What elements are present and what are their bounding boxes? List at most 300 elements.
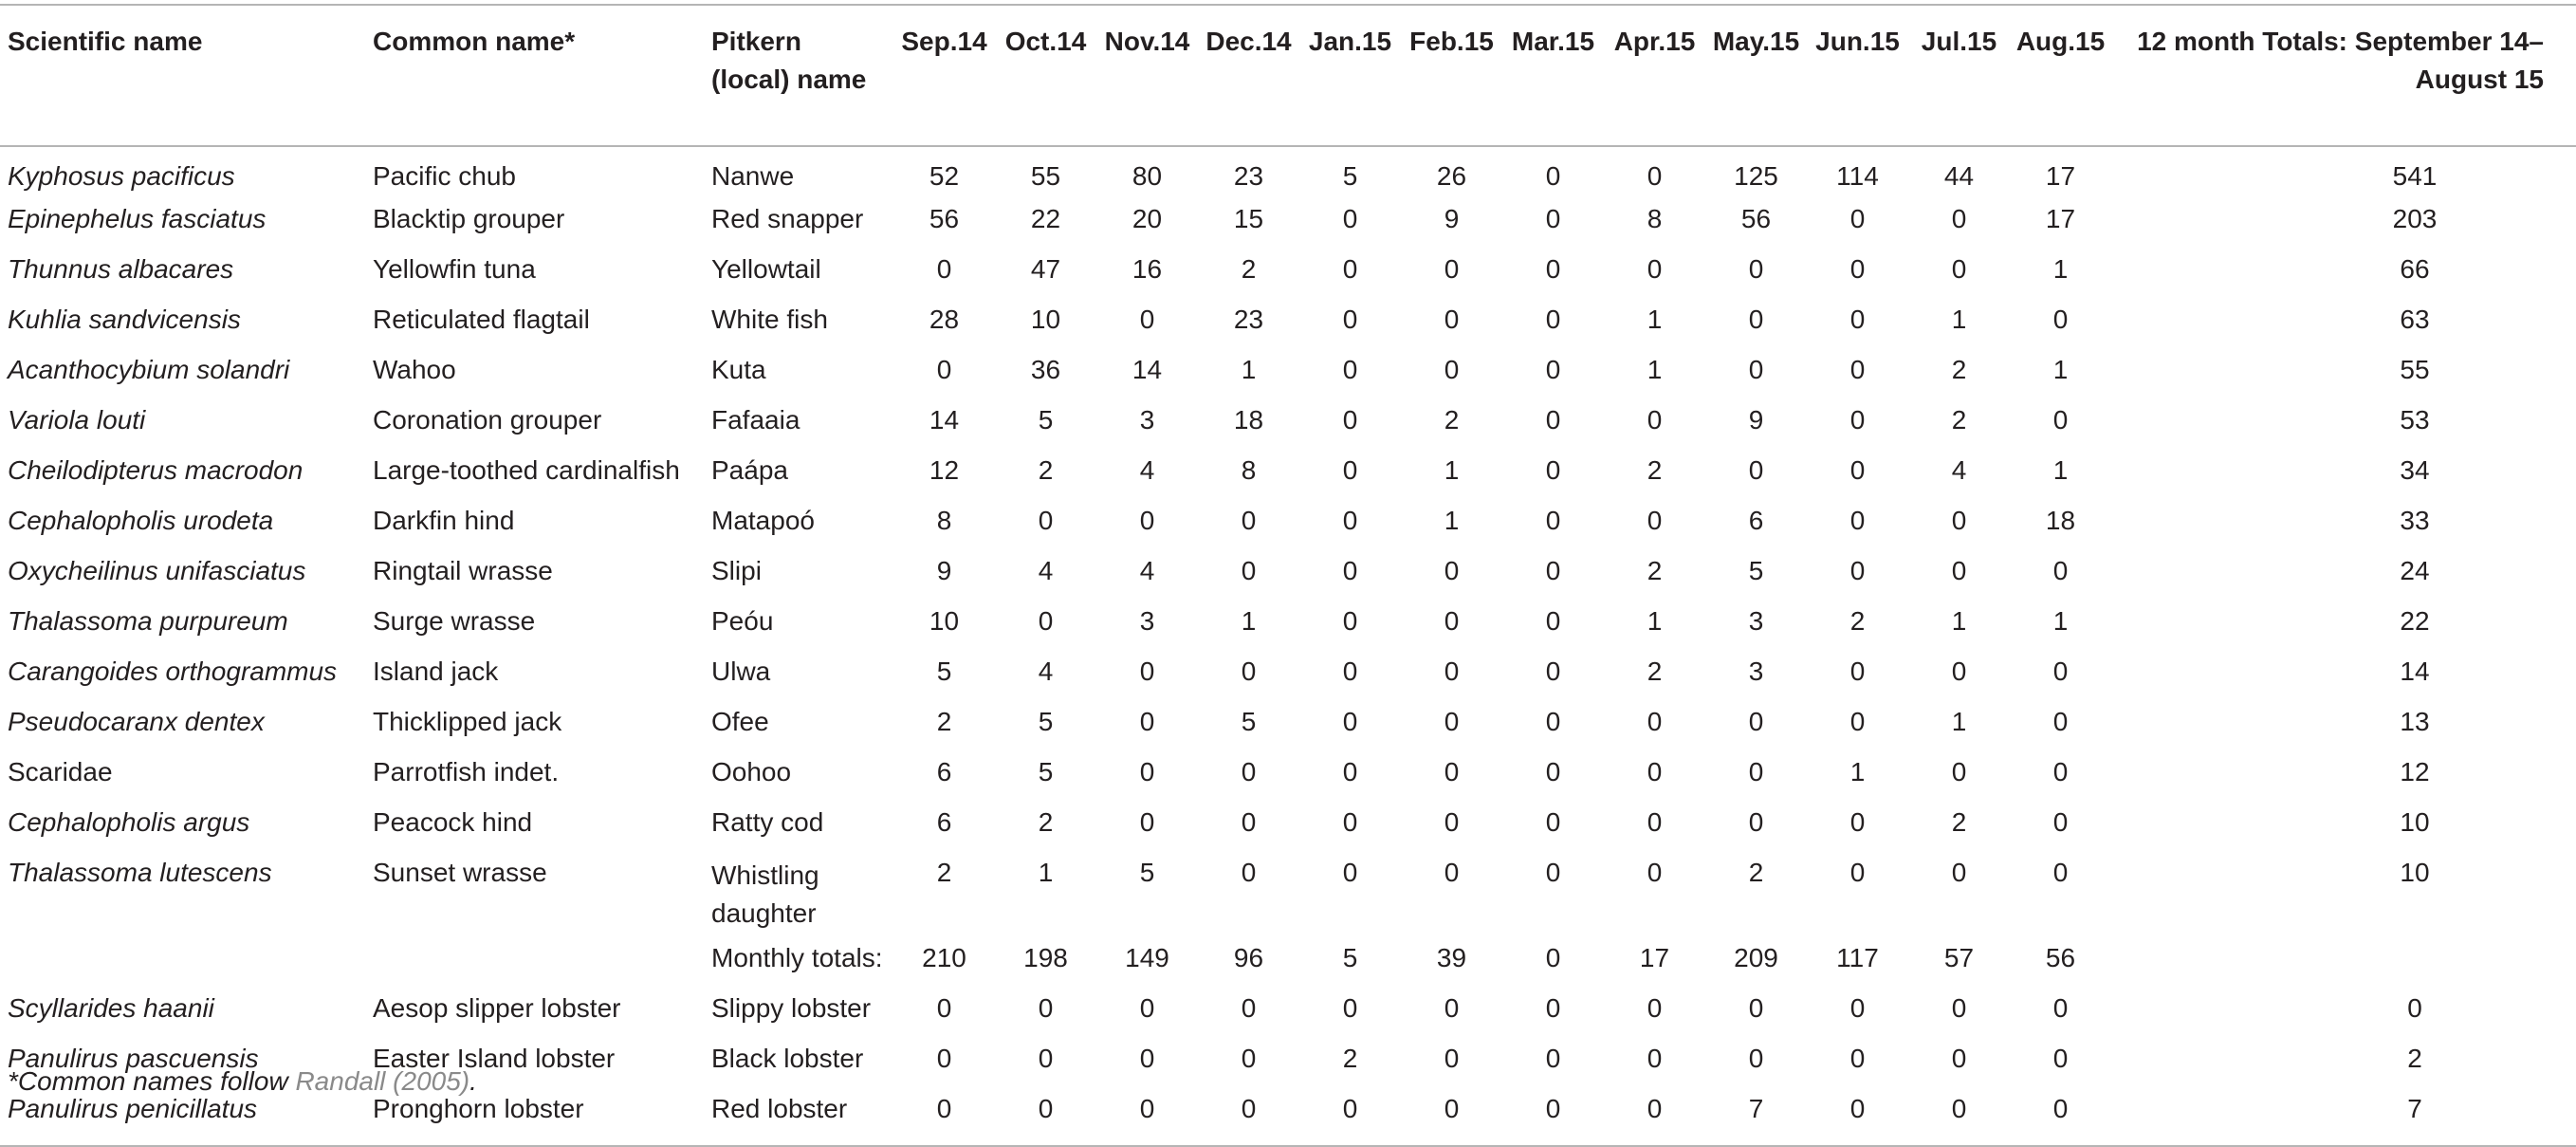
month-value-cell: 23 [1233, 161, 1264, 191]
month-value-cell: 0 [1444, 858, 1460, 887]
month-value-cell: 0 [1139, 807, 1155, 837]
local-name-cell: Slipi [711, 556, 762, 585]
month-value-cell: 4 [1038, 657, 1054, 686]
month-value-cell: 1 [2052, 455, 2069, 485]
total-cell: 24 [2400, 556, 2430, 585]
month-value-cell: 0 [2052, 858, 2069, 887]
month-value-cell: 0 [1849, 455, 1866, 485]
common-name-cell: Large-toothed cardinalfish [373, 455, 680, 485]
local-name-cell: Peóu [711, 606, 774, 636]
month-value-cell: 0 [1647, 858, 1663, 887]
month-value-cell: 6 [1748, 506, 1764, 535]
local-name-cell: Ratty cod [711, 807, 824, 837]
month-value-cell: 0 [893, 1087, 995, 1146]
month-value-cell: 0 [1545, 305, 1561, 334]
month-value-cell: 56 [2045, 943, 2076, 972]
month-value-cell: 57 [1943, 943, 1975, 972]
month-value-cell: 0 [936, 1044, 952, 1073]
header-month: Jun.15 [1807, 5, 1908, 146]
month-value-cell: 55 [1030, 161, 1061, 191]
month-value-cell: 9 [936, 556, 952, 585]
month-value-cell: 0 [1951, 506, 1967, 535]
scientific-name-cell: Scyllarides haanii [8, 993, 214, 1023]
month-value-cell: 0 [1748, 807, 1764, 837]
footnote-reference-link[interactable]: Randall (2005) [295, 1066, 470, 1096]
month-value-cell: 210 [922, 943, 966, 972]
month-value-cell: 0 [1647, 506, 1663, 535]
month-value-cell: 2 [1951, 355, 1967, 384]
month-value-cell: 5 [1038, 757, 1054, 786]
total-cell: 63 [2400, 305, 2430, 334]
scientific-name-cell: Oxycheilinus unifasciatus [8, 556, 306, 585]
month-value-cell: 0 [2052, 405, 2069, 435]
table-row [0, 499, 2576, 549]
month-value-cell: 6 [936, 807, 952, 837]
month-value-cell: 0 [1849, 657, 1866, 686]
month-value-cell: 0 [1604, 1087, 1705, 1146]
month-value-cell: 0 [1096, 1087, 1198, 1146]
month-value-cell: 2 [1951, 405, 1967, 435]
header-local-name: Pitkern (local) name [704, 5, 893, 146]
month-value-cell: 0 [1342, 993, 1358, 1023]
month-value-cell: 0 [2052, 993, 2069, 1023]
month-value-cell: 0 [1241, 556, 1257, 585]
month-value-cell: 18 [1233, 405, 1264, 435]
month-value-cell: 0 [1444, 807, 1460, 837]
month-value-cell: 5 [1241, 707, 1257, 736]
month-value-cell: 1 [2052, 254, 2069, 284]
local-name-cell: Oohoo [711, 757, 792, 786]
month-value-cell: 0 [1198, 1087, 1299, 1146]
month-value-cell: 2 [936, 858, 952, 887]
month-value-cell: 0 [1647, 405, 1663, 435]
header-month: May.15 [1705, 5, 1807, 146]
month-value-cell: 0 [1444, 1044, 1460, 1073]
table-row [0, 549, 2576, 600]
month-value-cell: 0 [1545, 405, 1561, 435]
common-name-cell: Coronation grouper [373, 405, 602, 435]
month-value-cell: 0 [2052, 757, 2069, 786]
footnote [8, 1066, 477, 1097]
scientific-name-cell: Kuhlia sandvicensis [8, 305, 241, 334]
month-value-cell: 5 [1038, 405, 1054, 435]
header-month: Sep.14 [893, 5, 995, 146]
month-value-cell: 0 [1951, 254, 1967, 284]
month-value-cell: 1 [1241, 606, 1257, 636]
month-value-cell: 0 [1849, 254, 1866, 284]
month-value-cell: 0 [1139, 305, 1155, 334]
month-value-cell: 1 [1444, 455, 1460, 485]
month-value-cell: 8 [936, 506, 952, 535]
month-value-cell: 2 [1748, 858, 1764, 887]
month-value-cell: 0 [1139, 757, 1155, 786]
month-value-cell: 1 [2052, 355, 2069, 384]
month-value-cell: 17 [2045, 161, 2076, 191]
month-value-cell: 0 [1951, 657, 1967, 686]
table-row [0, 298, 2576, 348]
month-value-cell: 0 [1342, 757, 1358, 786]
header-month: Oct.14 [995, 5, 1096, 146]
month-value-cell: 5 [1748, 556, 1764, 585]
month-value-cell: 4 [1139, 455, 1155, 485]
month-value-cell: 14 [1132, 355, 1163, 384]
month-value-cell: 2 [1444, 405, 1460, 435]
header-total: 12 month Totals: September 14–August 15 [2111, 5, 2576, 146]
table-row [0, 851, 2576, 936]
scientific-name-cell [0, 936, 365, 987]
month-value-cell: 0 [1139, 506, 1155, 535]
month-value-cell: 0 [2052, 807, 2069, 837]
month-value-cell: 0 [1849, 355, 1866, 384]
month-value-cell: 10 [929, 606, 960, 636]
month-value-cell: 8 [1241, 455, 1257, 485]
scientific-name-cell: Thalassoma purpureum [8, 606, 288, 636]
month-value-cell: 0 [1748, 254, 1764, 284]
header-month: Jul.15 [1908, 5, 2010, 146]
month-value-cell: 0 [1342, 204, 1358, 233]
common-name-cell: Ringtail wrasse [373, 556, 553, 585]
month-value-cell: 0 [1545, 455, 1561, 485]
month-value-cell: 44 [1943, 161, 1975, 191]
total-cell: 66 [2400, 254, 2430, 284]
month-value-cell: 0 [1038, 993, 1054, 1023]
total-cell: 34 [2400, 455, 2430, 485]
month-value-cell: 2 [1849, 606, 1866, 636]
month-value-cell: 0 [1849, 204, 1866, 233]
month-value-cell: 0 [1545, 556, 1561, 585]
month-value-cell: 5 [1038, 707, 1054, 736]
month-value-cell: 125 [1734, 161, 1778, 191]
month-value-cell: 0 [1038, 606, 1054, 636]
month-value-cell: 0 [1849, 405, 1866, 435]
month-value-cell: 0 [1849, 506, 1866, 535]
common-name-cell: Peacock hind [373, 807, 533, 837]
month-value-cell: 0 [1748, 455, 1764, 485]
month-value-cell: 0 [1748, 707, 1764, 736]
header-month: Aug.15 [2010, 5, 2111, 146]
table-row [0, 801, 2576, 851]
month-value-cell: 56 [929, 204, 960, 233]
month-value-cell: 5 [1342, 943, 1358, 972]
month-value-cell: 0 [2052, 707, 2069, 736]
local-name-cell: Ofee [711, 707, 769, 736]
month-value-cell: 0 [1502, 1087, 1604, 1146]
month-value-cell: 47 [1030, 254, 1061, 284]
month-value-cell: 4 [1951, 455, 1967, 485]
month-value-cell: 0 [1444, 606, 1460, 636]
month-value-cell: 1 [1444, 506, 1460, 535]
total-cell: 203 [2392, 204, 2438, 233]
month-value-cell: 0 [1342, 606, 1358, 636]
month-value-cell: 5 [1139, 858, 1155, 887]
month-value-cell: 0 [1342, 707, 1358, 736]
month-value-cell: 8 [1647, 204, 1663, 233]
local-name-cell: White fish [711, 305, 828, 334]
month-value-cell: 0 [1241, 757, 1257, 786]
month-value-cell: 52 [929, 161, 960, 191]
table-row [0, 248, 2576, 298]
month-value-cell: 2 [1951, 807, 1967, 837]
month-value-cell: 0 [1444, 707, 1460, 736]
month-value-cell: 9 [1748, 405, 1764, 435]
month-value-cell: 0 [1139, 1044, 1155, 1073]
month-value-cell: 22 [1030, 204, 1061, 233]
month-value-cell: 0 [1342, 254, 1358, 284]
month-value-cell: 0 [1951, 556, 1967, 585]
local-name-cell: Monthly totals: [711, 943, 883, 972]
month-value-cell: 4 [1139, 556, 1155, 585]
month-value-cell: 0 [1444, 993, 1460, 1023]
month-value-cell: 0 [1647, 807, 1663, 837]
table-row [0, 700, 2576, 750]
month-value-cell: 39 [1436, 943, 1467, 972]
common-name-cell: Yellowfin tuna [373, 254, 536, 284]
month-value-cell: 0 [1849, 707, 1866, 736]
total-cell: 7 [2111, 1087, 2576, 1146]
common-name-cell: Wahoo [373, 355, 456, 384]
month-value-cell: 209 [1734, 943, 1778, 972]
common-name-cell: Pacific chub [373, 161, 516, 191]
local-name-cell: Red snapper [711, 204, 864, 233]
month-value-cell: 0 [1951, 858, 1967, 887]
month-value-cell: 3 [1139, 606, 1155, 636]
month-value-cell: 5 [936, 657, 952, 686]
month-value-cell: 0 [2052, 305, 2069, 334]
scientific-name-cell: Cephalopholis urodeta [8, 506, 274, 535]
month-value-cell: 0 [1951, 204, 1967, 233]
month-value-cell: 0 [1342, 506, 1358, 535]
month-value-cell: 0 [1647, 161, 1663, 191]
month-value-cell: 16 [1132, 254, 1163, 284]
month-value-cell: 0 [1444, 556, 1460, 585]
scientific-name-cell: Thalassoma lutescens [8, 858, 272, 887]
scientific-name-cell: Panulirus penicillatus [0, 1087, 365, 1146]
month-value-cell: 1 [1241, 355, 1257, 384]
month-value-cell: 0 [1241, 657, 1257, 686]
month-value-cell: 0 [1342, 455, 1358, 485]
month-value-cell: 96 [1233, 943, 1264, 972]
month-value-cell: 3 [1139, 405, 1155, 435]
month-value-cell: 0 [1444, 305, 1460, 334]
month-value-cell: 0 [1342, 556, 1358, 585]
month-value-cell: 0 [2052, 1044, 2069, 1073]
scientific-name-cell: Acanthocybium solandri [8, 355, 290, 384]
month-value-cell: 2 [1038, 807, 1054, 837]
scientific-name-cell: Panulirus pascuensis [8, 1044, 259, 1073]
month-value-cell: 0 [1342, 405, 1358, 435]
month-value-cell: 10 [1030, 305, 1061, 334]
month-value-cell: 0 [1139, 657, 1155, 686]
local-name-cell: Yellowtail [711, 254, 821, 284]
header-month: Apr.15 [1604, 5, 1705, 146]
month-value-cell: 0 [1545, 606, 1561, 636]
month-value-cell: 0 [1241, 993, 1257, 1023]
month-value-cell: 4 [1038, 556, 1054, 585]
local-name-cell: Ulwa [711, 657, 771, 686]
total-cell: 10 [2400, 858, 2430, 887]
month-value-cell: 0 [1545, 506, 1561, 535]
table-row [0, 650, 2576, 700]
table-body [0, 146, 2576, 1146]
header-month: Mar.15 [1502, 5, 1604, 146]
month-value-cell: 149 [1125, 943, 1169, 972]
month-value-cell: 2 [1647, 556, 1663, 585]
month-value-cell: 0 [1908, 1087, 2010, 1146]
month-value-cell: 0 [1342, 355, 1358, 384]
scientific-name-cell: Carangoides orthogrammus [8, 657, 338, 686]
month-value-cell: 0 [1951, 1044, 1967, 1073]
month-value-cell: 0 [1951, 757, 1967, 786]
month-value-cell: 0 [1748, 993, 1764, 1023]
total-cell: 13 [2400, 707, 2430, 736]
month-value-cell: 17 [2045, 204, 2076, 233]
footnote-text: *Common names follow [8, 1066, 296, 1096]
month-value-cell: 0 [1545, 161, 1561, 191]
month-value-cell: 0 [1849, 305, 1866, 334]
month-value-cell: 0 [1545, 657, 1561, 686]
month-value-cell: 0 [995, 1087, 1096, 1146]
month-value-cell: 17 [1639, 943, 1670, 972]
month-value-cell: 1 [1951, 305, 1967, 334]
local-name-cell: Paápa [711, 455, 788, 485]
month-value-cell: 0 [1545, 204, 1561, 233]
month-value-cell: 2 [1342, 1044, 1358, 1073]
month-value-cell: 1 [1647, 305, 1663, 334]
month-value-cell: 0 [1241, 807, 1257, 837]
month-value-cell: 5 [1342, 161, 1358, 191]
month-value-cell: 0 [1342, 305, 1358, 334]
total-cell: 33 [2400, 506, 2430, 535]
footnote-suffix: . [469, 1066, 477, 1096]
month-value-cell: 0 [1849, 858, 1866, 887]
month-value-cell: 0 [1342, 858, 1358, 887]
month-value-cell: 0 [1241, 1044, 1257, 1073]
month-value-cell: 198 [1023, 943, 1068, 972]
common-name-cell: Surge wrasse [373, 606, 536, 636]
total-cell: 14 [2400, 657, 2430, 686]
month-value-cell: 0 [1444, 657, 1460, 686]
month-value-cell: 0 [1299, 1087, 1401, 1146]
month-value-cell: 0 [1038, 1044, 1054, 1073]
common-name-cell: Aesop slipper lobster [373, 993, 621, 1023]
month-value-cell: 0 [1849, 807, 1866, 837]
month-value-cell: 80 [1132, 161, 1163, 191]
month-value-cell: 0 [1647, 757, 1663, 786]
month-value-cell: 0 [1401, 1087, 1502, 1146]
month-value-cell: 114 [1836, 161, 1879, 191]
month-value-cell: 0 [1545, 943, 1561, 972]
monthly-totals-row [0, 936, 2576, 987]
month-value-cell: 0 [1342, 657, 1358, 686]
month-value-cell: 1 [2052, 606, 2069, 636]
month-value-cell: 0 [936, 355, 952, 384]
month-value-cell: 0 [2052, 657, 2069, 686]
common-name-cell: Darkfin hind [373, 506, 515, 535]
month-value-cell: 18 [2045, 506, 2076, 535]
header-month: Dec.14 [1198, 5, 1299, 146]
local-name-cell: Red lobster [704, 1087, 893, 1146]
month-value-cell: 0 [1647, 1044, 1663, 1073]
month-value-cell: 56 [1740, 204, 1772, 233]
month-value-cell: 15 [1233, 204, 1264, 233]
local-name-cell: Fafaaia [711, 405, 800, 435]
total-cell: 0 [2407, 993, 2422, 1023]
month-value-cell: 14 [929, 405, 960, 435]
month-value-cell: 0 [1139, 707, 1155, 736]
header-scientific-name: Scientific name [0, 5, 365, 146]
month-value-cell: 2 [1241, 254, 1257, 284]
month-value-cell: 3 [1748, 657, 1764, 686]
common-name-cell: Pronghorn lobster [365, 1087, 704, 1146]
scientific-name-cell: Thunnus albacares [8, 254, 234, 284]
month-value-cell: 23 [1233, 305, 1264, 334]
month-value-cell: 0 [1545, 1044, 1561, 1073]
total-cell [2111, 936, 2576, 987]
month-value-cell: 0 [1139, 993, 1155, 1023]
month-value-cell: 2 [1038, 455, 1054, 485]
month-value-cell: 2 [1647, 455, 1663, 485]
local-name-cell: Matapoó [711, 506, 815, 535]
month-value-cell: 1 [1647, 355, 1663, 384]
total-cell: 2 [2407, 1044, 2422, 1073]
scientific-name-cell: Kyphosus pacificus [8, 161, 235, 191]
local-name-cell: Whistling daughter [711, 860, 819, 928]
local-name-cell: Slippy lobster [711, 993, 872, 1023]
table-row [0, 398, 2576, 449]
month-value-cell: 0 [1342, 807, 1358, 837]
common-name-cell: Reticulated flagtail [373, 305, 590, 334]
month-value-cell: 12 [929, 455, 960, 485]
table-row [0, 348, 2576, 398]
month-value-cell: 0 [1241, 858, 1257, 887]
month-value-cell: 0 [1038, 506, 1054, 535]
month-value-cell: 0 [1748, 757, 1764, 786]
month-value-cell: 0 [1849, 556, 1866, 585]
header-month: Nov.14 [1096, 5, 1198, 146]
month-value-cell: 0 [2010, 1087, 2111, 1146]
month-value-cell: 117 [1836, 943, 1879, 972]
month-value-cell: 0 [1444, 254, 1460, 284]
scientific-name-cell: Epinephelus fasciatus [8, 204, 267, 233]
total-cell: 12 [2400, 757, 2430, 786]
local-name-cell: Kuta [711, 355, 766, 384]
month-value-cell: 0 [1545, 858, 1561, 887]
local-name-cell: Nanwe [711, 161, 795, 191]
month-value-cell: 1 [1038, 858, 1054, 887]
month-value-cell: 7 [1705, 1087, 1807, 1146]
table-row [0, 750, 2576, 801]
month-value-cell: 1 [1951, 606, 1967, 636]
table-row [0, 197, 2576, 248]
scientific-name-cell: Pseudocaranx dentex [8, 707, 265, 736]
month-value-cell: 2 [936, 707, 952, 736]
month-value-cell: 0 [936, 993, 952, 1023]
month-value-cell: 0 [1545, 355, 1561, 384]
total-cell: 10 [2400, 807, 2430, 837]
month-value-cell: 1 [1951, 707, 1967, 736]
month-value-cell: 0 [1849, 993, 1866, 1023]
header-month: Jan.15 [1299, 5, 1401, 146]
header-row [0, 5, 2576, 146]
total-cell: 541 [2392, 161, 2438, 191]
month-value-cell: 0 [1545, 993, 1561, 1023]
month-value-cell: 0 [1545, 807, 1561, 837]
month-value-cell: 0 [936, 254, 952, 284]
table-row [0, 987, 2576, 1037]
table-row [0, 449, 2576, 499]
common-name-cell: Sunset wrasse [373, 858, 547, 887]
month-value-cell: 3 [1748, 606, 1764, 636]
